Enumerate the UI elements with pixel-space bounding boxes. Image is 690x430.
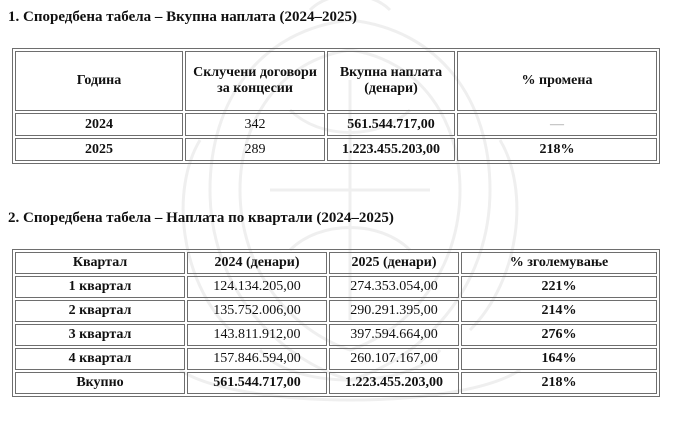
column-header-quarter: Квартал — [15, 252, 185, 274]
cell-increase: 221% — [461, 276, 657, 298]
cell-contracts: 342 — [185, 113, 325, 136]
cell-change: — — [457, 113, 657, 136]
table-row — [15, 300, 657, 322]
cell-increase: 214% — [461, 300, 657, 322]
cell-quarter: 4 квартал — [15, 348, 185, 370]
cell-2024: 124.134.205,00 — [187, 276, 327, 298]
cell-year: 2024 — [15, 113, 183, 136]
table-header-row — [15, 252, 657, 274]
column-header-2025: 2025 (денари) — [329, 252, 459, 274]
column-header-change: % промена — [457, 51, 657, 111]
table-row — [15, 113, 657, 136]
table-header-row — [15, 51, 657, 111]
cell-2024: 157.846.594,00 — [187, 348, 327, 370]
column-header-increase: % зголемување — [461, 252, 657, 274]
table-row — [15, 276, 657, 298]
cell-2025: 260.107.167,00 — [329, 348, 459, 370]
cell-contracts: 289 — [185, 138, 325, 161]
cell-2025: 290.291.395,00 — [329, 300, 459, 322]
cell-total: 1.223.455.203,00 — [327, 138, 455, 161]
cell-year: 2025 — [15, 138, 183, 161]
cell-quarter: Вкупно — [15, 372, 185, 394]
cell-2024: 135.752.006,00 — [187, 300, 327, 322]
column-header-total: Вкупна наплата (денари) — [327, 51, 455, 111]
table-row — [15, 348, 657, 370]
column-header-year: Година — [15, 51, 183, 111]
table-total-row — [15, 372, 657, 394]
column-header-contracts: Склучени договори за концесии — [185, 51, 325, 111]
cell-quarter: 1 квартал — [15, 276, 185, 298]
cell-2025: 1.223.455.203,00 — [329, 372, 459, 394]
cell-2025: 397.594.664,00 — [329, 324, 459, 346]
cell-increase: 276% — [461, 324, 657, 346]
table-row — [15, 138, 657, 161]
cell-increase: 164% — [461, 348, 657, 370]
cell-2024: 143.811.912,00 — [187, 324, 327, 346]
table-row — [15, 324, 657, 346]
total-collection-table — [12, 48, 660, 164]
cell-2024: 561.544.717,00 — [187, 372, 327, 394]
cell-quarter: 2 квартал — [15, 300, 185, 322]
column-header-2024: 2024 (денари) — [187, 252, 327, 274]
section1-heading: 1. Споредбена табела – Вкупна наплата (2024–2025) — [8, 9, 358, 25]
quarterly-collection-table — [12, 249, 660, 397]
cell-total: 561.544.717,00 — [327, 113, 455, 136]
cell-2025: 274.353.054,00 — [329, 276, 459, 298]
cell-quarter: 3 квартал — [15, 324, 185, 346]
cell-change: 218% — [457, 138, 657, 161]
cell-increase: 218% — [461, 372, 657, 394]
section2-heading: 2. Споредбена табела – Наплата по квартали (2024–2025) — [8, 210, 394, 226]
